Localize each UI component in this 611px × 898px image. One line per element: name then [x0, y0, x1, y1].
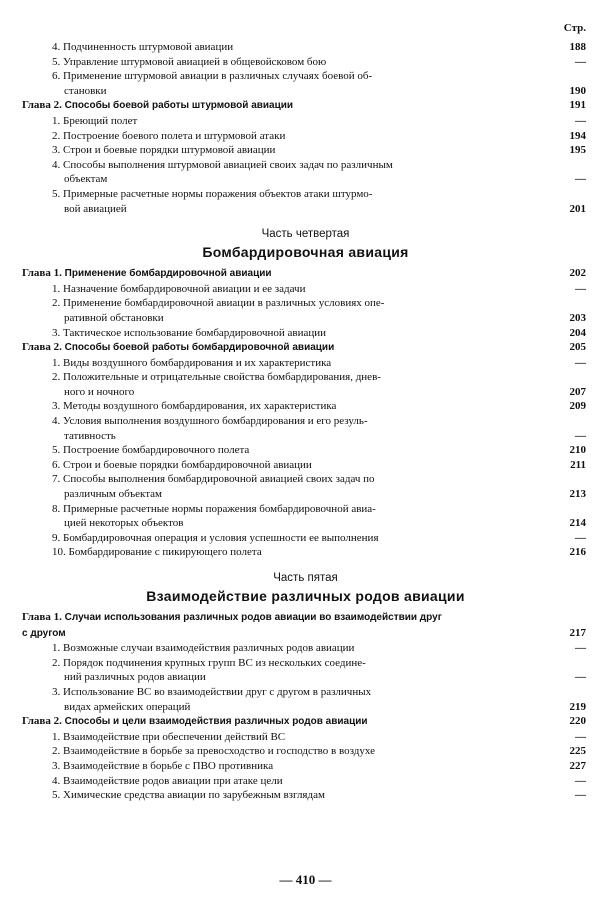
toc-chapter [22, 98, 589, 114]
toc-item [22, 296, 589, 311]
item-title: 2. Построение боевого полета и штурмовой атаки [52, 129, 286, 142]
item-title: 4. Взаимодействие родов авиации при атаке цели [52, 774, 283, 787]
toc-item [22, 744, 589, 759]
page-ref: — [575, 671, 586, 684]
item-title: 3. Строи и боевые порядки штурмовой авиации [52, 144, 276, 157]
item-title-continuation: цией некоторых объектов [64, 517, 184, 530]
toc-chapter [22, 714, 589, 730]
toc-item-continuation [22, 487, 589, 502]
item-title: 1. Взаимодействие при обеспечении действий ВС [52, 730, 286, 743]
page-ref: 214 [569, 517, 586, 530]
chapter-title [22, 610, 555, 626]
page-ref: — [575, 531, 586, 544]
chapter-number: Глава 1. [22, 267, 62, 280]
page-ref: 217 [569, 626, 586, 639]
toc-section-continued [22, 40, 589, 216]
item-title-continuation: различным объектам [64, 488, 163, 501]
toc-item [22, 788, 589, 803]
toc-item [22, 472, 589, 487]
toc-item [22, 774, 589, 789]
page-ref: 188 [569, 41, 586, 53]
page-ref: — [575, 774, 586, 787]
toc-item [22, 282, 589, 297]
item-title: 4. Условия выполнения воздушного бомбардирования и его резуль- [52, 415, 368, 428]
toc-item [22, 458, 589, 473]
page-ref: — [575, 356, 586, 369]
item-title: 2. Применение бомбардировочной авиации в различных условиях опе- [52, 297, 385, 310]
page-ref: 209 [569, 400, 586, 413]
toc-chapter [22, 266, 589, 282]
page-ref: 204 [569, 326, 586, 339]
item-title-continuation: ративной обстановки [64, 311, 164, 324]
toc-item [22, 414, 589, 429]
toc-item [22, 143, 589, 158]
chapter-title-text: Случаи использования различных родов авиации во взаимодействии друг [64, 612, 442, 623]
toc-item [22, 399, 589, 414]
page-number: — 410 — [279, 872, 332, 887]
item-title: 1. Бреющий полет [52, 114, 138, 127]
item-title: 1. Возможные случаи взаимодействия различных родов авиации [52, 642, 355, 655]
chapter-number: Глава 1. [22, 611, 62, 623]
part-four-name: Бомбардировочная авиация [202, 244, 409, 261]
toc-item-continuation [22, 626, 589, 642]
item-title: 4. Подчиненность штурмовой авиации [52, 41, 234, 53]
toc-item [22, 759, 589, 774]
toc-item [22, 685, 589, 700]
page-ref: — [575, 55, 586, 68]
toc-item [22, 356, 589, 371]
item-title: 3. Методы воздушного бомбардирования, их характеристика [52, 400, 337, 413]
chapter-title [22, 714, 555, 730]
item-title: 5. Управление штурмовой авиацией в общевойсковом бою [52, 55, 327, 68]
toc-part-five [22, 610, 589, 803]
item-title: 6. Применение штурмовой авиации в различных случаях боевой об- [52, 70, 373, 83]
toc-item-continuation [22, 516, 589, 531]
item-title: 4. Способы выполнения штурмовой авиацией своих задач по различным [52, 158, 393, 171]
chapter-title-text: Применение бомбардировочной авиации [64, 268, 272, 280]
chapter-title [22, 98, 555, 114]
toc-item [22, 326, 589, 341]
item-title: 3. Тактическое использование бомбардировочной авиации [52, 326, 327, 339]
item-title: 1. Назначение бомбардировочной авиации и ее задачи [52, 282, 306, 295]
toc-item [22, 55, 589, 70]
item-title-continuation: видах армейских операций [64, 700, 191, 713]
chapter-number: Глава 2. [22, 341, 62, 354]
page-ref: — [575, 282, 586, 295]
toc-chapter [22, 340, 589, 356]
page-ref: 219 [569, 700, 586, 713]
toc-item [22, 69, 589, 84]
item-title-continuation: ний различных родов авиации [64, 671, 206, 684]
toc-part-four [22, 266, 589, 560]
item-title: 3. Использование ВС во взаимодействии друг с другом в различных [52, 685, 372, 698]
page-ref: 201 [569, 202, 586, 215]
toc-item [22, 114, 589, 129]
page-ref: 194 [569, 129, 586, 142]
part-five-name: Взаимодействие различных родов авиации [146, 588, 465, 604]
page-ref: — [575, 114, 586, 127]
item-title: 2. Взаимодействие в борьбе за превосходство и господство в воздухе [52, 745, 375, 758]
page-ref: 203 [569, 311, 586, 324]
toc-item [22, 187, 589, 202]
part-four-title: Часть четвертая [261, 228, 350, 241]
page-ref: — [575, 429, 586, 442]
page-ref: 202 [569, 267, 586, 280]
item-title: 3. Взаимодействие в борьбе с ПВО противника [52, 759, 274, 772]
page-ref: 213 [569, 488, 586, 501]
chapter-title [22, 340, 555, 356]
item-title: 7. Способы выполнения бомбардировочной авиацией своих задач по [52, 473, 375, 486]
page-ref: 211 [570, 458, 586, 471]
page-header [22, 20, 589, 40]
page-ref: 205 [569, 341, 586, 354]
toc-item [22, 656, 589, 671]
item-title: 10. Бомбардирование с пикирующего полета [52, 546, 262, 559]
chapter-title-text: Способы и цели взаимодействия различных родов авиации [64, 716, 368, 728]
page-ref: 220 [569, 715, 586, 728]
toc-item [22, 531, 589, 546]
item-title: 2. Положительные и отрицательные свойства бомбардирования, днев- [52, 371, 381, 384]
chapter-title-text: Способы боевой работы бомбардировочной авиации [64, 342, 335, 354]
item-title: 1. Виды воздушного бомбардирования и их характеристика [52, 356, 332, 369]
toc-item [22, 40, 589, 55]
item-title: 6. Строи и боевые порядки бомбардировочной авиации [52, 458, 312, 471]
item-title-continuation: ного и ночного [64, 385, 135, 398]
toc-item-continuation [22, 84, 589, 99]
item-title: 5. Примерные расчетные нормы поражения объектов атаки штурмо- [52, 187, 373, 200]
page-ref: 191 [569, 99, 586, 112]
toc-item-continuation [22, 700, 589, 715]
toc-chapter [22, 610, 589, 626]
page-ref: 207 [569, 385, 586, 398]
toc-item [22, 545, 589, 560]
item-title: 2. Порядок подчинения крупных групп ВС из нескольких соедине- [52, 656, 366, 669]
page-ref: 195 [569, 144, 586, 157]
toc-item [22, 129, 589, 144]
page-ref: 216 [569, 546, 586, 559]
toc-item-continuation [22, 429, 589, 444]
toc-item [22, 443, 589, 458]
item-title-continuation: тативность [64, 429, 116, 442]
page-ref: 210 [569, 444, 586, 457]
toc-item-continuation [22, 670, 589, 685]
toc-item [22, 730, 589, 745]
chapter-number: Глава 2. [22, 715, 62, 728]
toc-item-continuation [22, 311, 589, 326]
toc-item [22, 641, 589, 656]
chapter-title-text: Способы боевой работы штурмовой авиации [64, 100, 294, 112]
chapter-title [22, 266, 555, 282]
item-title-continuation: становки [64, 84, 107, 97]
page-ref: — [575, 730, 586, 743]
item-title: 9. Бомбардировочная операция и условия успешности ее выполнения [52, 531, 379, 544]
item-title-continuation: вой авиацией [64, 202, 127, 215]
toc-item-continuation [22, 172, 589, 187]
item-title-continuation: объектам [64, 173, 108, 186]
toc-item [22, 158, 589, 173]
item-title: 5. Химические средства авиации по зарубежным взглядам [52, 789, 325, 802]
item-title-continuation: с другом [22, 627, 66, 639]
page-column-label: Стр. [563, 22, 586, 34]
item-title: 5. Построение бомбардировочного полета [52, 444, 250, 457]
page-ref: 225 [569, 745, 586, 758]
page-ref: — [575, 642, 586, 655]
page-ref: 227 [569, 759, 586, 772]
part-five-title: Часть пятая [273, 572, 338, 584]
chapter-number: Глава 2. [22, 99, 62, 112]
toc-item [22, 502, 589, 517]
page-ref: — [575, 789, 586, 802]
toc-item-continuation [22, 202, 589, 217]
toc-item-continuation [22, 385, 589, 400]
item-title: 8. Примерные расчетные нормы поражения бомбардировочной авиа- [52, 502, 376, 515]
toc-item [22, 370, 589, 385]
page-ref: 190 [569, 84, 586, 97]
page-ref: — [575, 173, 586, 186]
